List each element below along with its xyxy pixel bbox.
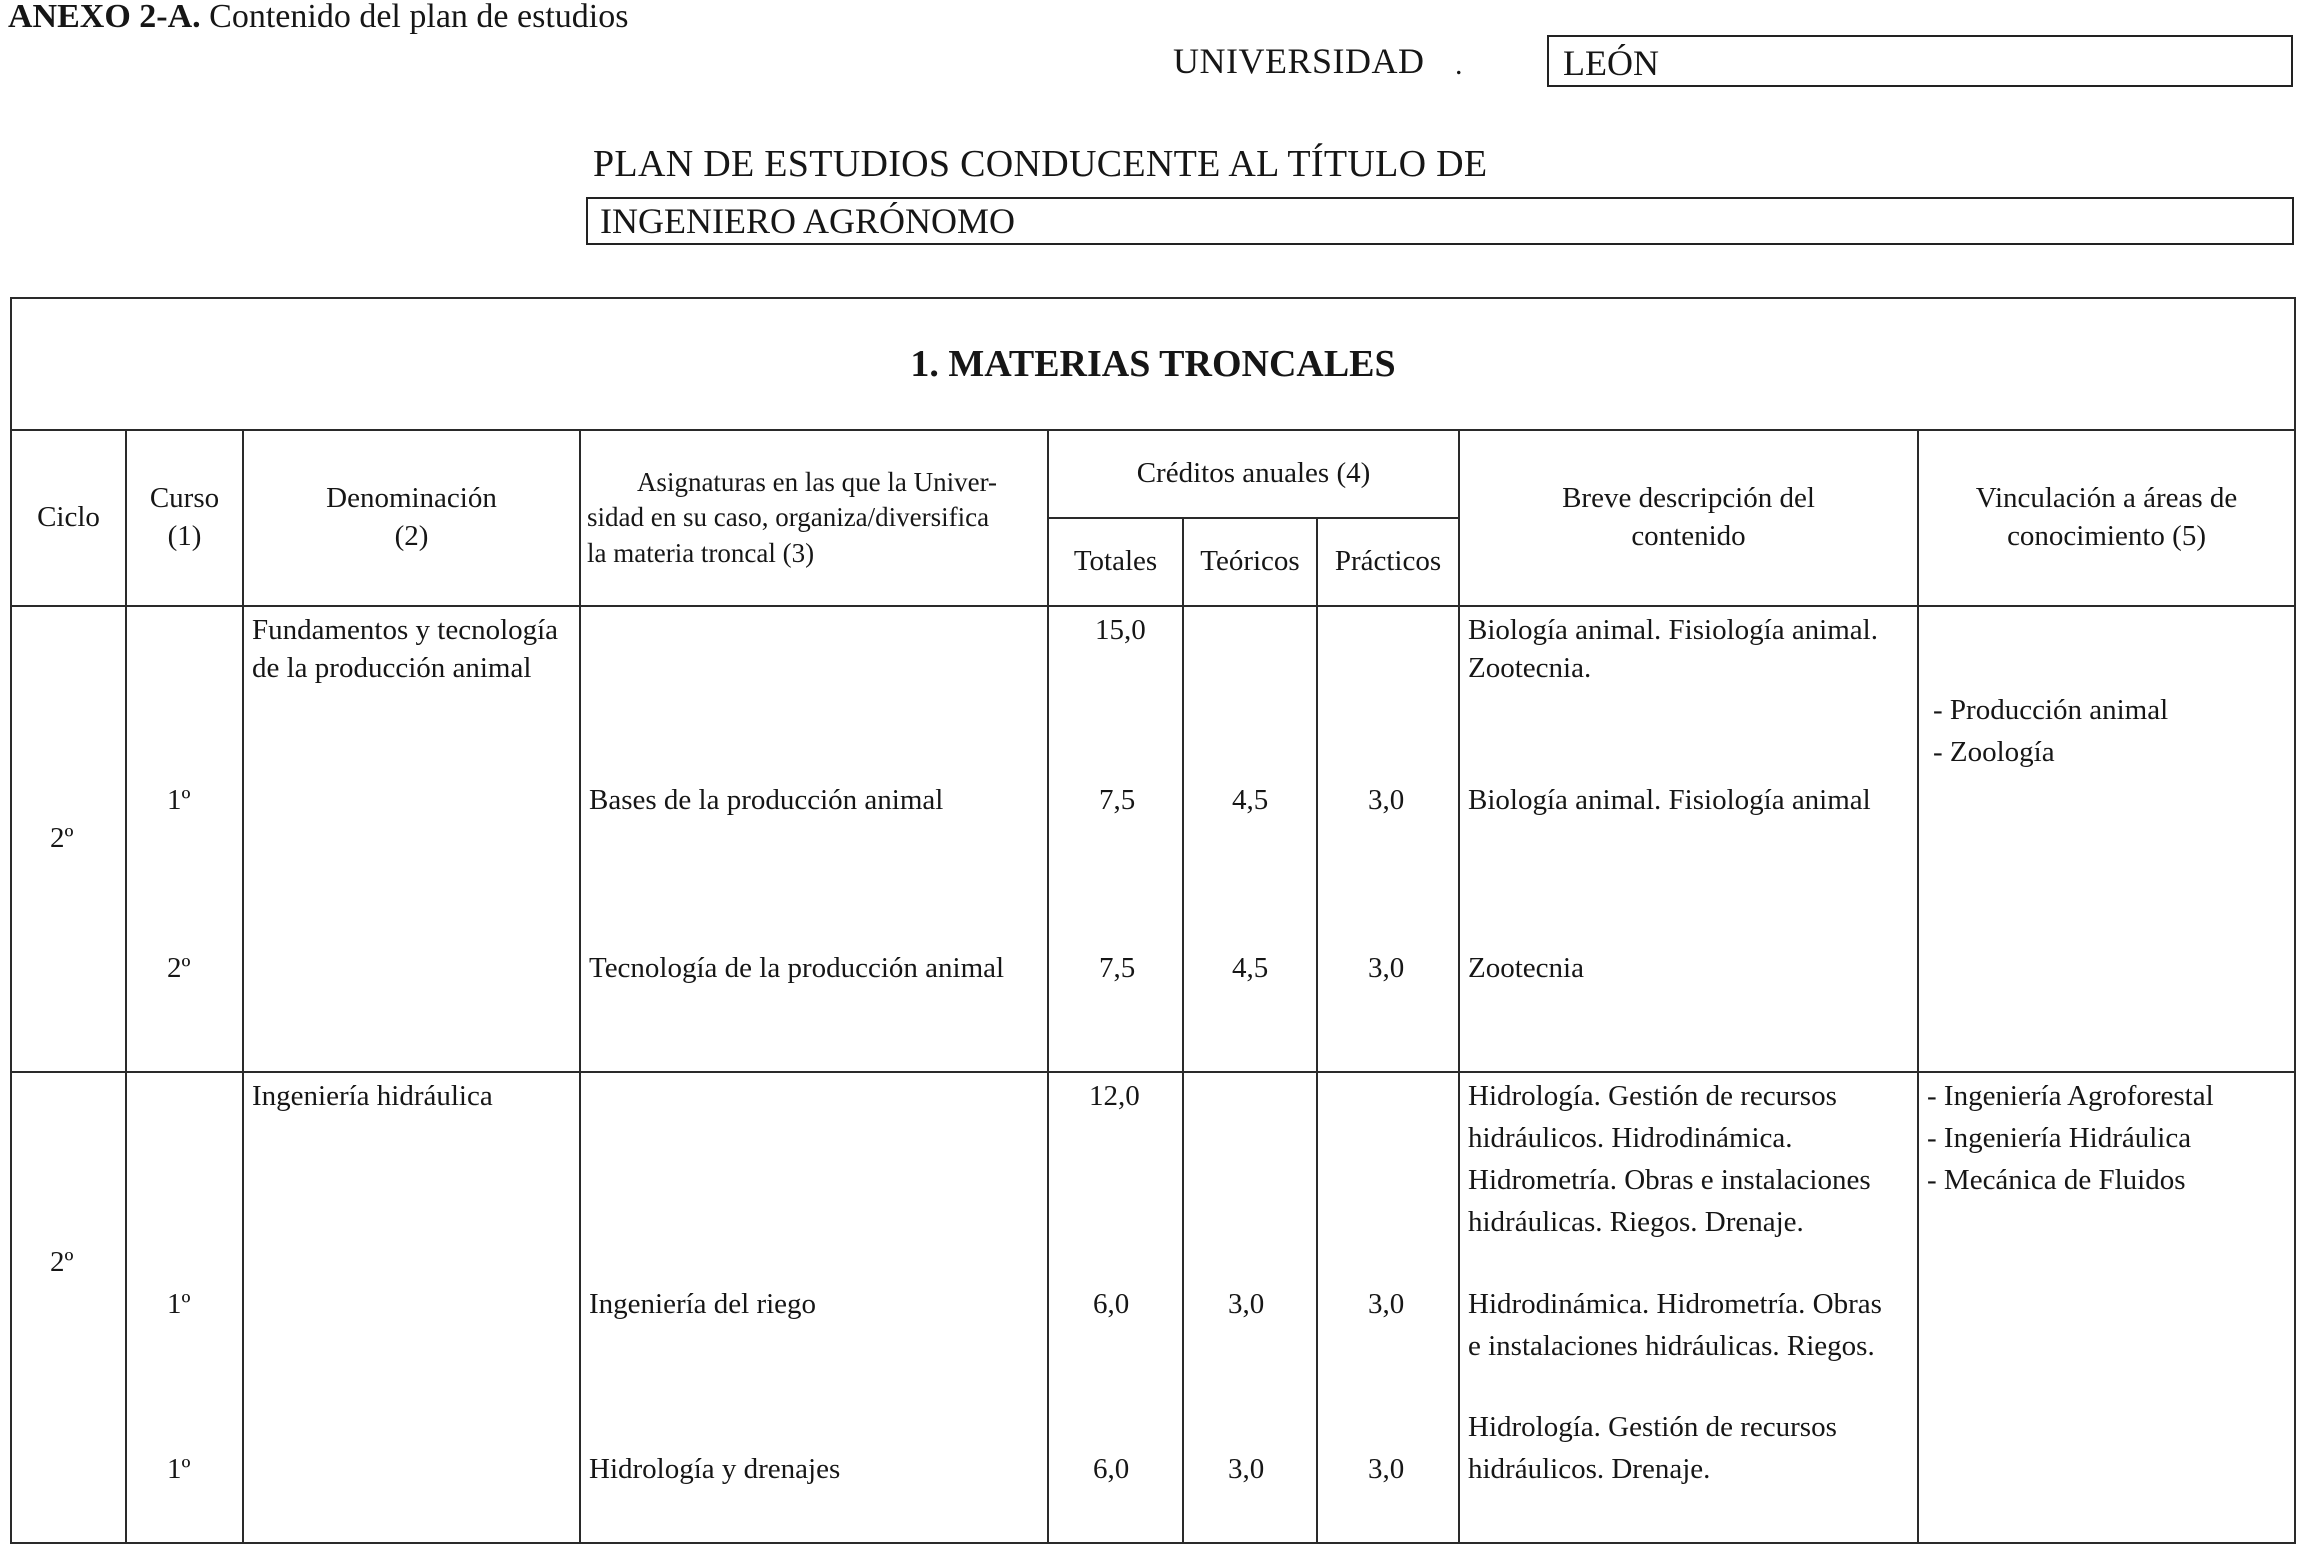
areas-cell xyxy=(1918,606,2295,1072)
col-practicos: Prácticos xyxy=(1317,518,1459,606)
col-descripcion: Breve descripción del contenido xyxy=(1459,430,1918,606)
area-item: - Zoología xyxy=(1933,736,2055,768)
ciclo-cell: 2º xyxy=(11,1072,126,1543)
materias-table xyxy=(10,297,2296,1544)
degree-field xyxy=(586,197,2294,245)
denominacion-cell: Fundamentos y tecnología de la producción animal xyxy=(243,606,580,1072)
plan-label: PLAN DE ESTUDIOS CONDUCENTE AL TÍTULO DE xyxy=(593,143,1488,185)
descripcion-cell: Biología animal. Fisiología animal. Zootecnia. Biología animal. Fisiología animal Zootecnia xyxy=(1459,606,1918,1072)
asignatura-row-2: Hidrología y drenajes xyxy=(589,1453,841,1485)
group-produccion-animal xyxy=(11,606,2295,1072)
curso-cell xyxy=(126,606,243,1072)
totales-group: 12,0 xyxy=(1089,1080,1140,1112)
descripcion-cell: Hidrología. Gestión de recursos hidráulicos. Hidrodinámica. Hidrometría. Obras e instalaciones hidráulicas. Riegos. Drenaje. Hidrodinámica. Hidrometría. Obras e instalaciones hidráulicas. Riegos. Hidrología. Gestión de recursos hidráulicos. Drenaje. xyxy=(1459,1072,1918,1543)
practicos-cell: 3,0 3,0 xyxy=(1317,606,1459,1072)
teoricos-cell: 4,5 4,5 xyxy=(1183,606,1317,1072)
col-vinculacion: Vinculación a áreas de conocimiento (5) xyxy=(1918,430,2295,606)
col-teoricos: Teóricos xyxy=(1183,518,1317,606)
asignatura-row-2: Tecnología de la producción animal xyxy=(589,952,1005,984)
practicos-cell: 3,0 3,0 xyxy=(1317,1072,1459,1543)
totales-cell: 12,0 6,0 6,0 xyxy=(1048,1072,1183,1543)
university-field xyxy=(1547,35,2293,87)
separator: . xyxy=(1455,48,1463,81)
denominacion-cell: Ingeniería hidráulica xyxy=(243,1072,580,1543)
curso-row-1: 1º xyxy=(167,1288,191,1320)
teoricos-cell: 3,0 3,0 xyxy=(1183,1072,1317,1543)
asignatura-row-1: Bases de la producción animal xyxy=(589,784,944,816)
area-item: - Producción animal xyxy=(1933,694,2169,726)
totales-cell: 15,0 7,5 7,5 xyxy=(1048,606,1183,1072)
areas-cell xyxy=(1918,1072,2295,1543)
curso-cell xyxy=(126,1072,243,1543)
ciclo-cell: 2º xyxy=(11,606,126,1072)
curso-row-2: 1º xyxy=(167,1453,191,1485)
annex-heading: ANEXO 2-A. Contenido del plan de estudios xyxy=(8,0,629,35)
col-denominacion: Denominación (2) xyxy=(243,430,580,606)
curso-row-2: 2º xyxy=(167,952,191,984)
asignaturas-cell xyxy=(580,1072,1048,1543)
col-totales: Totales xyxy=(1048,518,1183,606)
area-item: - Mecánica de Fluidos xyxy=(1927,1164,2186,1196)
col-asignaturas: Asignaturas en las que la Univer- sidad en su caso, organiza/diversifica la materia troncal (3) xyxy=(580,430,1048,606)
section-title: 1. MATERIAS TRONCALES xyxy=(11,298,2295,430)
area-item: - Ingeniería Hidráulica xyxy=(1927,1122,2192,1154)
curso-row-1: 1º xyxy=(167,784,191,816)
col-curso: Curso (1) xyxy=(126,430,243,606)
group-ingenieria-hidraulica xyxy=(11,1072,2295,1543)
col-creditos: Créditos anuales (4) xyxy=(1048,430,1459,518)
area-item: - Ingeniería Agroforestal xyxy=(1927,1080,2214,1112)
university-value: LEÓN xyxy=(1563,43,1659,83)
totales-group: 15,0 xyxy=(1095,614,1146,646)
degree-value: INGENIERO AGRÓNOMO xyxy=(600,201,1015,241)
asignatura-row-1: Ingeniería del riego xyxy=(589,1288,817,1320)
asignaturas-cell xyxy=(580,606,1048,1072)
university-label: UNIVERSIDAD xyxy=(1173,41,1425,81)
col-ciclo: Ciclo xyxy=(11,430,126,606)
